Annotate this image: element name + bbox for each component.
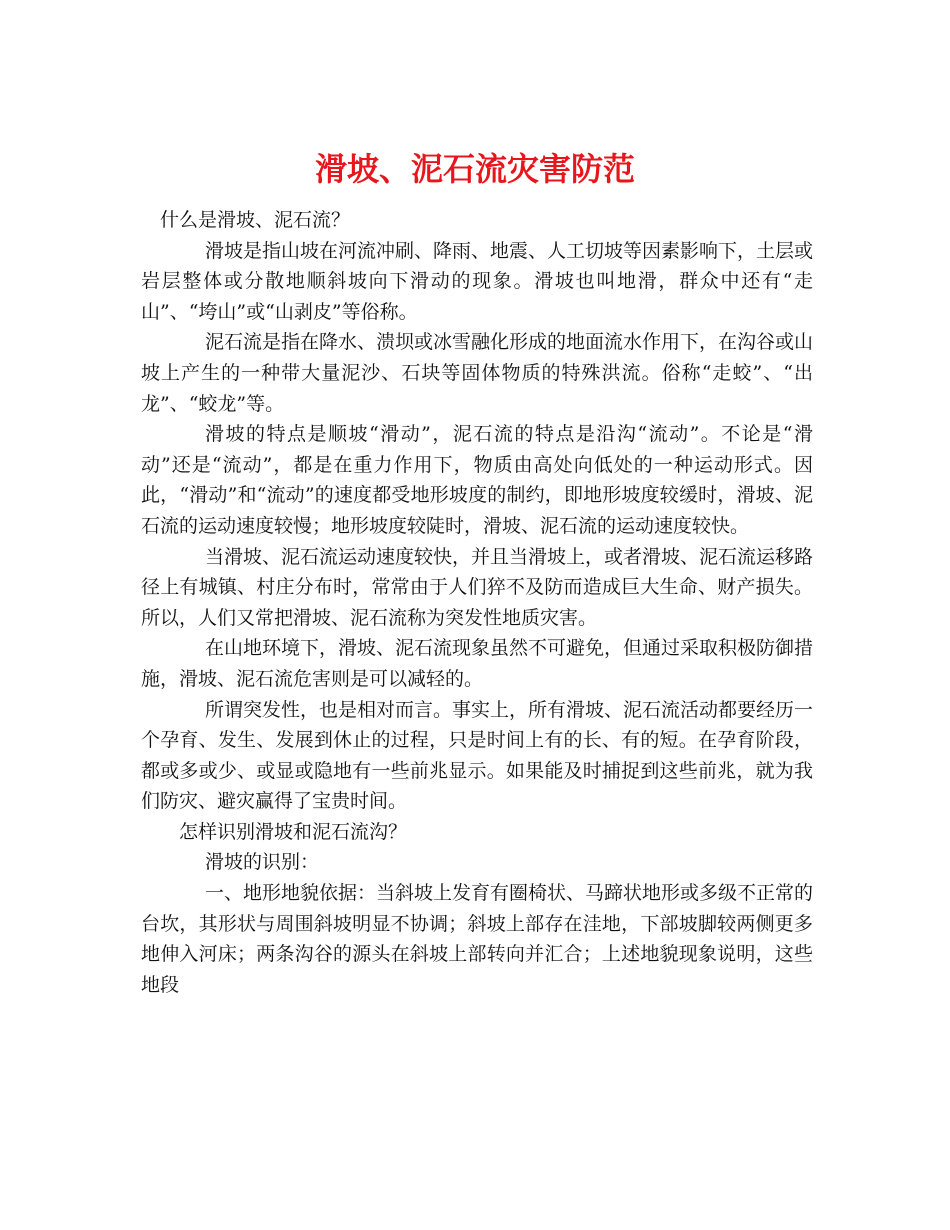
document-title: 滑坡、泥石流灾害防范 xyxy=(314,150,635,189)
paragraph-terrain-evidence: 一、地形地貌依据：当斜坡上发育有圈椅状、马蹄状地形或多级不正常的台坎，其形状与周围斜坡明显不协调；斜坡上部存在洼地，下部坡脚较两侧更多地伸入河床；两条沟谷的源头在斜坡上部转向并汇合；上述地貌现象说明，这些地段 xyxy=(141,882,814,996)
paragraph-precursors: 所谓突发性，也是相对而言。事实上，所有滑坡、泥石流活动都要经历一个孕育、发生、发展到休止的过程，只是时间上有的长、有的短。在孕育阶段，都或多或少、或显或隐地有一些前兆显示。如果能及时捕捉到这些前兆，就为我们防灾、避灾赢得了宝贵时间。 xyxy=(141,698,814,813)
subheading-landslide-identification: 滑坡的识别： xyxy=(205,851,320,874)
paragraph-debris-flow-definition: 泥石流是指在降水、溃坝或冰雪融化形成的地面流水作用下，在沟谷或山坡上产生的一种带大量泥沙、石块等固体物质的特殊洪流。俗称“走蛟”、“出龙”、“蛟龙”等。 xyxy=(141,331,814,415)
paragraph-motion-characteristics: 滑坡的特点是顺坡“滑动”，泥石流的特点是沿沟“流动”。不论是“滑动”还是“流动”，都是在重力作用下，物质由高处向低处的一种运动形式。因此，“滑动”和“流动”的速度都受地形坡度的制约，即地形坡度较缓时，滑坡、泥石流的运动速度较慢；地形坡度较陡时，滑坡、泥石流的运动速度较快。 xyxy=(141,423,813,537)
paragraph-sudden-disaster: 当滑坡、泥石流运动速度较快，并且当滑坡上，或者滑坡、泥石流运移路径上有城镇、村庄分布时，常常由于人们猝不及防而造成巨大生命、财产损失。所以，人们又常把滑坡、泥石流称为突发性地质灾害。 xyxy=(141,545,814,629)
section-heading-identification: 怎样识别滑坡和泥石流沟？ xyxy=(179,820,408,843)
document-body xyxy=(141,205,813,1000)
paragraph-mitigation: 在山地环境下，滑坡、泥石流现象虽然不可避免，但通过采取积极防御措施，滑坡、泥石流危害则是可以减轻的。 xyxy=(141,637,814,690)
paragraph-landslide-definition: 滑坡是指山坡在河流冲刷、降雨、地震、人工切坡等因素影响下，土层或岩层整体或分散地顺斜坡向下滑动的现象。滑坡也叫地滑，群众中还有“走山”、“垮山”或“山剥皮”等俗称。 xyxy=(141,239,814,323)
section-heading-what-is: 什么是滑坡、泥石流？ xyxy=(160,209,351,231)
